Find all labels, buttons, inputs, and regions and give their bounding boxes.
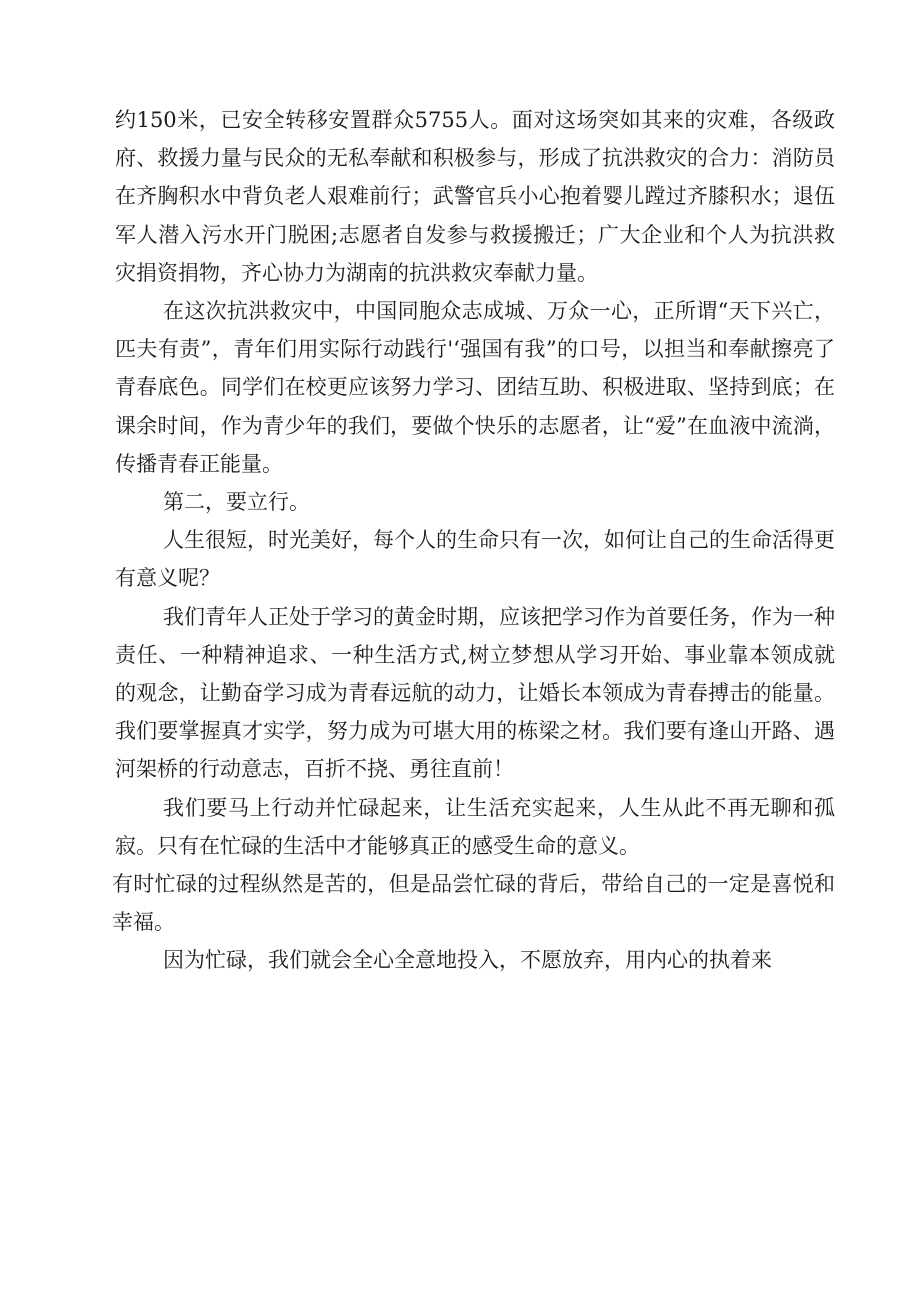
paragraph-busy-happiness: 有时忙碌的过程纵然是苦的，但是品尝忙碌的背后，带给自己的一定是喜悦和幸福。 — [112, 872, 835, 935]
paragraph-because-busy: 因为忙碌，我们就会全心全意地投入，不愿放弃，用内心的执着来 — [163, 948, 772, 973]
paragraph-life-question: 人生很短，时光美好，每个人的生命只有一次，如何让自己的生命活得更有意义呢？ — [115, 528, 835, 591]
paragraph-study-priority: 我们青年人正处于学习的黄金时期，应该把学习作为首要任务，作为一种责任、一种精神追求、一种生活方式,树立梦想从学习开始、事业靠本领成就的观念，让勤奋学习成为青春远航的动力，让婚长本领成为青春搏击的能量。我们要掌握真才实学，努力成为可堪大用的栋梁之材。我们要有逢山开路、遇河架桥的行动意志，百折不挠、勇往直前！ — [115, 604, 835, 782]
paragraph-flood-relief-forces: 约150米，已安全转移安置群众5755人。面对这场突如其来的灾难，各级政府、救援力量与民众的无私奉献和积极参与，形成了抗洪救灾的合力：消防员在齐胸积水中背负老人艰难前行；武警官兵小心抱着婴儿蹚过齐膝积水；退伍军人潜入污水开门脱困;志愿者自发参与救援搬迁；广大企业和个人为抗洪救灾捐资捐物，齐心协力为湖南的抗洪救灾奉献力量。 — [115, 108, 835, 285]
paragraph-take-action: 我们要马上行动并忙碌起来，让生活充实起来，人生从此不再无聊和孤寂。只有在忙碌的生活中才能够真正的感受生命的意义。 — [115, 795, 835, 858]
document-page — [112, 101, 835, 980]
paragraph-youth-responsibility: 在这次抗洪救灾中，中国同胞众志成城、万众一心，正所谓“天下兴亡，匹夫有责”，青年们用实际行动践行'‘强国有我”的口号，以担当和奉献擦亮了青春底色。同学们在校更应该努力学习、团结互助、积极进取、坚持到底；在课余时间，作为青少年的我们，要做个快乐的志愿者，让“爱”在血液中流淌，传播青春正能量。 — [115, 299, 835, 476]
paragraph-section-heading: 第二，要立行。 — [163, 490, 310, 515]
